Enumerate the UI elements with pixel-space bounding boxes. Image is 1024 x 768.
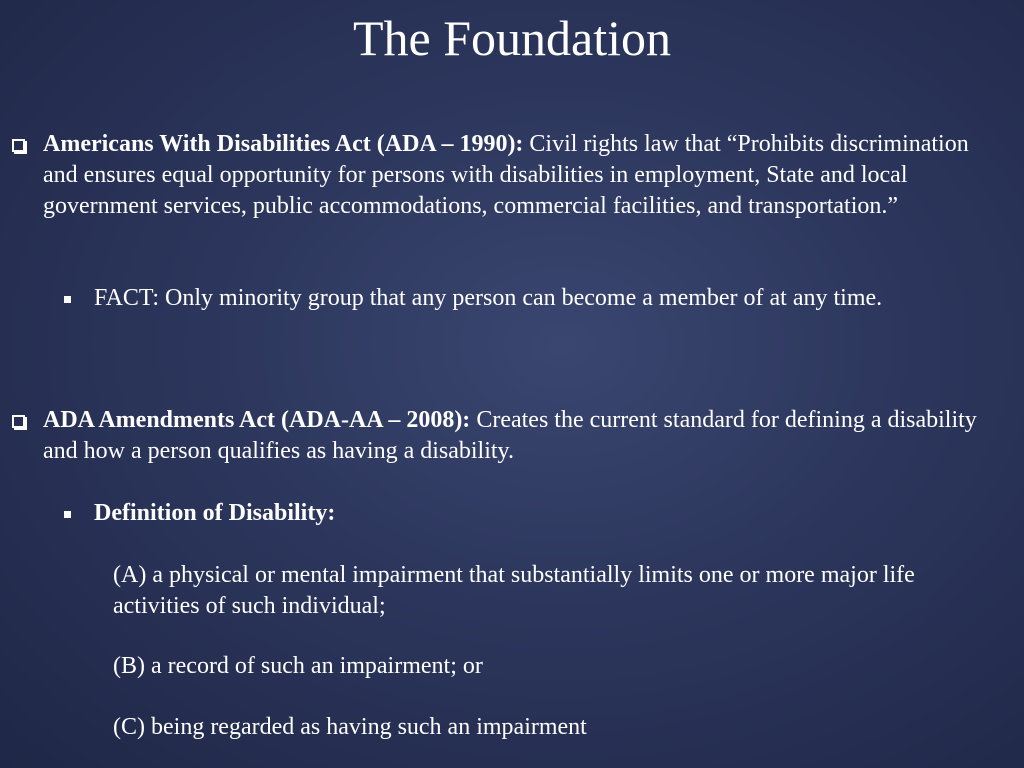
bullet-adaaa-lead: ADA Amendments Act (ADA-AA – 2008): — [43, 407, 471, 433]
hollow-square-bullet-icon — [12, 139, 25, 152]
bullet-ada-text — [43, 129, 1007, 222]
bullet-adaaa-text — [43, 405, 1007, 467]
bullet-ada-lead: Americans With Disabilities Act (ADA – 1990): — [43, 131, 524, 157]
bullet-ada — [12, 129, 1007, 222]
bullet-ada-body: Civil rights law that “Prohibits discrimination and ensures equal opportunity for persons with disabilities in employment, State and local government services, public accommodations, commercial facilities, and transportation.” — [43, 131, 969, 219]
sub-bullet-definition — [64, 498, 964, 529]
definition-heading: Definition of Disability: — [94, 500, 336, 526]
filled-square-bullet-icon — [64, 296, 71, 303]
definition-item-c: (C) being regarded as having such an impairment — [113, 714, 587, 740]
definition-item-a: (A) a physical or mental impairment that substantially limits one or more major life activities of such individual; — [113, 562, 915, 619]
bullet-adaaa-body: Creates the current standard for defining a disability and how a person qualifies as having a disability. — [43, 407, 977, 464]
definition-item-b: (B) a record of such an impairment; or — [113, 653, 483, 679]
sub-bullet-fact — [64, 283, 964, 314]
hollow-square-bullet-icon — [12, 415, 25, 428]
filled-square-bullet-icon — [64, 511, 71, 518]
sub-bullet-fact-text: FACT: Only minority group that any person can become a member of at any time. — [94, 285, 883, 311]
slide-title: The Foundation — [352, 10, 672, 66]
bullet-adaaa — [12, 405, 1007, 467]
